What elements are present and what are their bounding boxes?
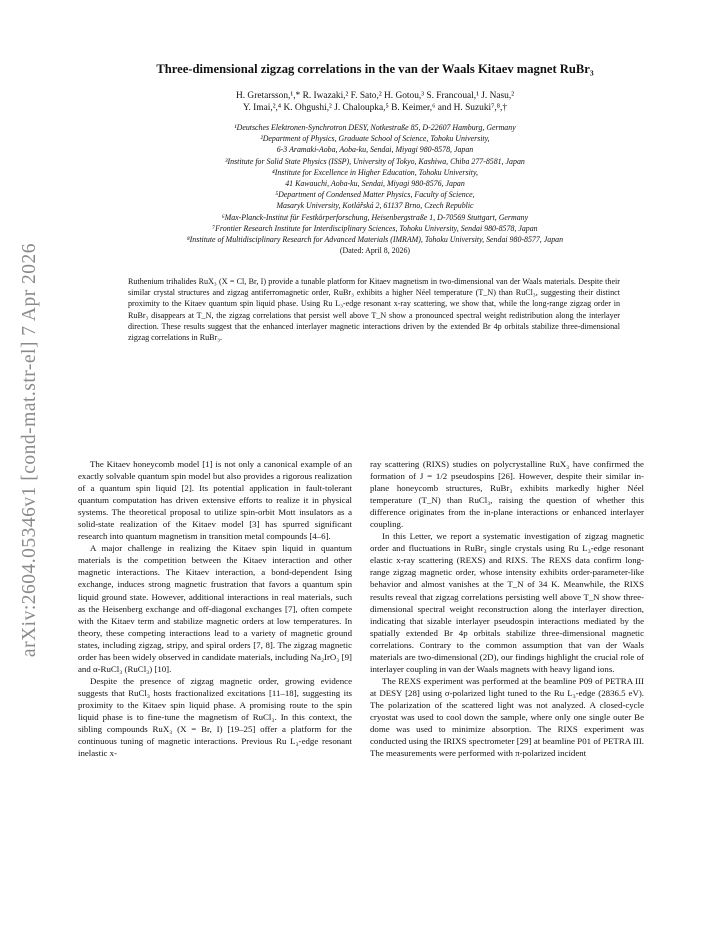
affiliation-line: ⁶Max-Planck-Institut für Festkörperforschung, Heisenbergstraße 1, D-70569 Stuttgart, Germany bbox=[221, 212, 529, 222]
body-paragraph: ray scattering (RIXS) studies on polycrystalline RuX₃ have confirmed the formation of J = 1/2 pseudospins [26]. However, despite their similar in-plane honeycomb structures, RuBr₃ exhibits markedly higher Néel temperature (T_N) than RuCl₃, raising the question of whether this difference originates from the in-plane interactions or enhanced interlayer coupling. bbox=[370, 459, 644, 530]
author-line: Y. Imai,²,⁴ K. Ohgushi,² J. Chaloupka,⁵ B. Keimer,⁶ and H. Suzuki⁷,⁸,† bbox=[242, 102, 508, 113]
affiliation-line: ⁸Institute of Multidisciplinary Research for Advanced Materials (IMRAM), Tohoku University, Sendai 980-8577, Japan bbox=[186, 235, 564, 245]
affiliation-line: ³Institute for Solid State Physics (ISSP), University of Tokyo, Kashiwa, Chiba 277-8581, Japan bbox=[225, 156, 525, 166]
body-paragraph: In this Letter, we report a systematic investigation of zigzag magnetic order and fluctuations in RuBr₃ single crystals using Ru L₃-edge resonant elastic x-ray scattering (REXS) and RIXS. The REXS data confirm long-range zigzag magnetic order, whose intensity exhibits order-parameter-like behavior and almost vanishes at the T_N of 34 K. Meanwhile, the RIXS results reveal that zigzag correlations persisting well above T_N show three-dimensional spectral weight reconstruction along the interlayer direction, indicating that sizable interlayer pseudospin interactions mediated by the spatially extended Br 4p orbitals stabilize three-dimensional magnetic correlations. Contrary to the common assumption that van der Waals materials are two-dimensional (2D), our findings highlight the crucial role of interlayer coupling in van der Waals magnets with heavy ligand ions. bbox=[370, 531, 644, 674]
affiliation-line: 6-3 Aramaki-Aoba, Aoba-ku, Sendai, Miyagi 980-8578, Japan bbox=[276, 145, 474, 155]
left-column bbox=[78, 458, 352, 759]
arxiv-identifier: arXiv:2604.05346v1 [cond-mat.str-el] 7 Apr 2026 bbox=[19, 242, 40, 658]
author-list bbox=[80, 91, 670, 114]
body-paragraph: The REXS experiment was performed at the beamline P09 of PETRA III at DESY [28] using σ-polarized light tuned to the Ru L₃-edge (2836.5 eV). The polarization of the scattered light was not analyzed. A closed-cycle cryostat was used to cool down the sample, where only one single outer Be dome was used to minimize absorption. The RIXS experiment was conducted using the IRIXS spectrometer [29] at beamline P01 of PETRA III. The measurements were performed with π-polarized incident bbox=[370, 675, 644, 759]
right-column bbox=[370, 458, 644, 759]
affiliation-line: ⁵Department of Condensed Matter Physics, Faculty of Science, bbox=[275, 190, 475, 200]
affiliation-list bbox=[80, 122, 670, 256]
affiliation-line: ²Department of Physics, Graduate School of Science, Tohoku University, bbox=[260, 134, 490, 144]
arxiv-sidebar-stamp bbox=[8, 230, 52, 670]
affiliation-line: 41 Kawauchi, Aoba-ku, Sendai, Miyagi 980-8576, Japan bbox=[285, 179, 465, 189]
paper-title: Three-dimensional zigzag correlations in the van der Waals Kitaev magnet RuBr₃ bbox=[156, 62, 594, 76]
affiliation-line: Masaryk University, Kotlářská 2, 61137 Brno, Czech Republic bbox=[276, 201, 474, 211]
body-paragraph: Despite the presence of zigzag magnetic order, growing evidence suggests that RuCl₃ hosts fractionalized excitations [11–18], suggesting its proximity to the Kitaev spin liquid phase. A promising route to the spin liquid phase is to fine-tune the magnetism of RuCl₃. In this context, the sibling compounds RuX₃ (X = Br, I) [19–25] offer a platform for the continuous tuning of magnetic interactions. Previous Ru L₃-edge resonant inelastic x- bbox=[78, 675, 352, 759]
affiliation-line: ⁷Frontier Research Institute for Interdisciplinary Sciences, Tohoku University, Sendai 980-8578, Japan bbox=[212, 223, 538, 233]
body-paragraph: A major challenge in realizing the Kitaev spin liquid in quantum materials is the competition between the Kitaev interaction and other magnetic interactions. The Kitaev interaction, a bond-dependent Ising exchange, induces strong magnetic frustration that favors a quantum spin liquid ground state. However, additional interactions in real materials, such as the Heisenberg exchange and off-diagonal exchanges [7], often compete with the Kitaev term and stabilize magnetic orders at low temperatures. In theory, these competing interactions lead to a variety of magnetic ground states, including zigzag, stripy, and spiral orders [7, 8]. The zigzag magnetic order has been widely observed in candidate materials, including Na₂IrO₃ [9] and α-RuCl₃ (RuCl₃) [10]. bbox=[78, 543, 352, 674]
affiliation-line: ⁴Institute for Excellence in Higher Education, Tohoku University, bbox=[271, 167, 479, 177]
author-line: H. Gretarsson,¹,* R. Iwazaki,² F. Sato,² H. Gotou,³ S. Francoual,¹ J. Nasu,² bbox=[235, 91, 515, 101]
body-paragraph: The Kitaev honeycomb model [1] is not only a canonical example of an exactly solvable quantum spin model but also provides a rigorous realization of a quantum spin liquid [2]. Its potential application in fault-tolerant quantum computation has driven extensive efforts to realize it in physical systems. The theoretical proposal to utilize spin-orbit Mott insulators as a solid-state realization of the Kitaev model [3] has spurred significant research into quantum magnetism in transition metal compounds [4–6]. bbox=[78, 459, 352, 542]
date-line: (Dated: April 8, 2026) bbox=[339, 246, 411, 256]
affiliation-line: ¹Deutsches Elektronen-Synchrotron DESY, Notkestraße 85, D-22607 Hamburg, Germany bbox=[234, 123, 516, 132]
abstract: Ruthenium trihalides RuX₃ (X = Cl, Br, I) provide a tunable platform for Kitaev magnetism in two-dimensional van der Waals materials. Despite their similar crystal structures and zigzag antiferromagnetic order, RuBr₃ exhibits a higher Néel temperature (T_N) than RuCl₃, suggesting their distinct proximity to the Kitaev quantum spin liquid phase. Using Ru L₃-edge resonant x-ray scattering, we show that, while the long-range zigzag order in RuBr₃ disappears at T_N, the zigzag correlations that persist well above T_N show a pronounced spectral weight redistribution along the interlayer direction. These results suggest that the enhanced interlayer magnetic interactions driven by the extended Br 4p orbitals stabilize three-dimensional zigzag correlations in RuBr₃. bbox=[128, 277, 620, 343]
